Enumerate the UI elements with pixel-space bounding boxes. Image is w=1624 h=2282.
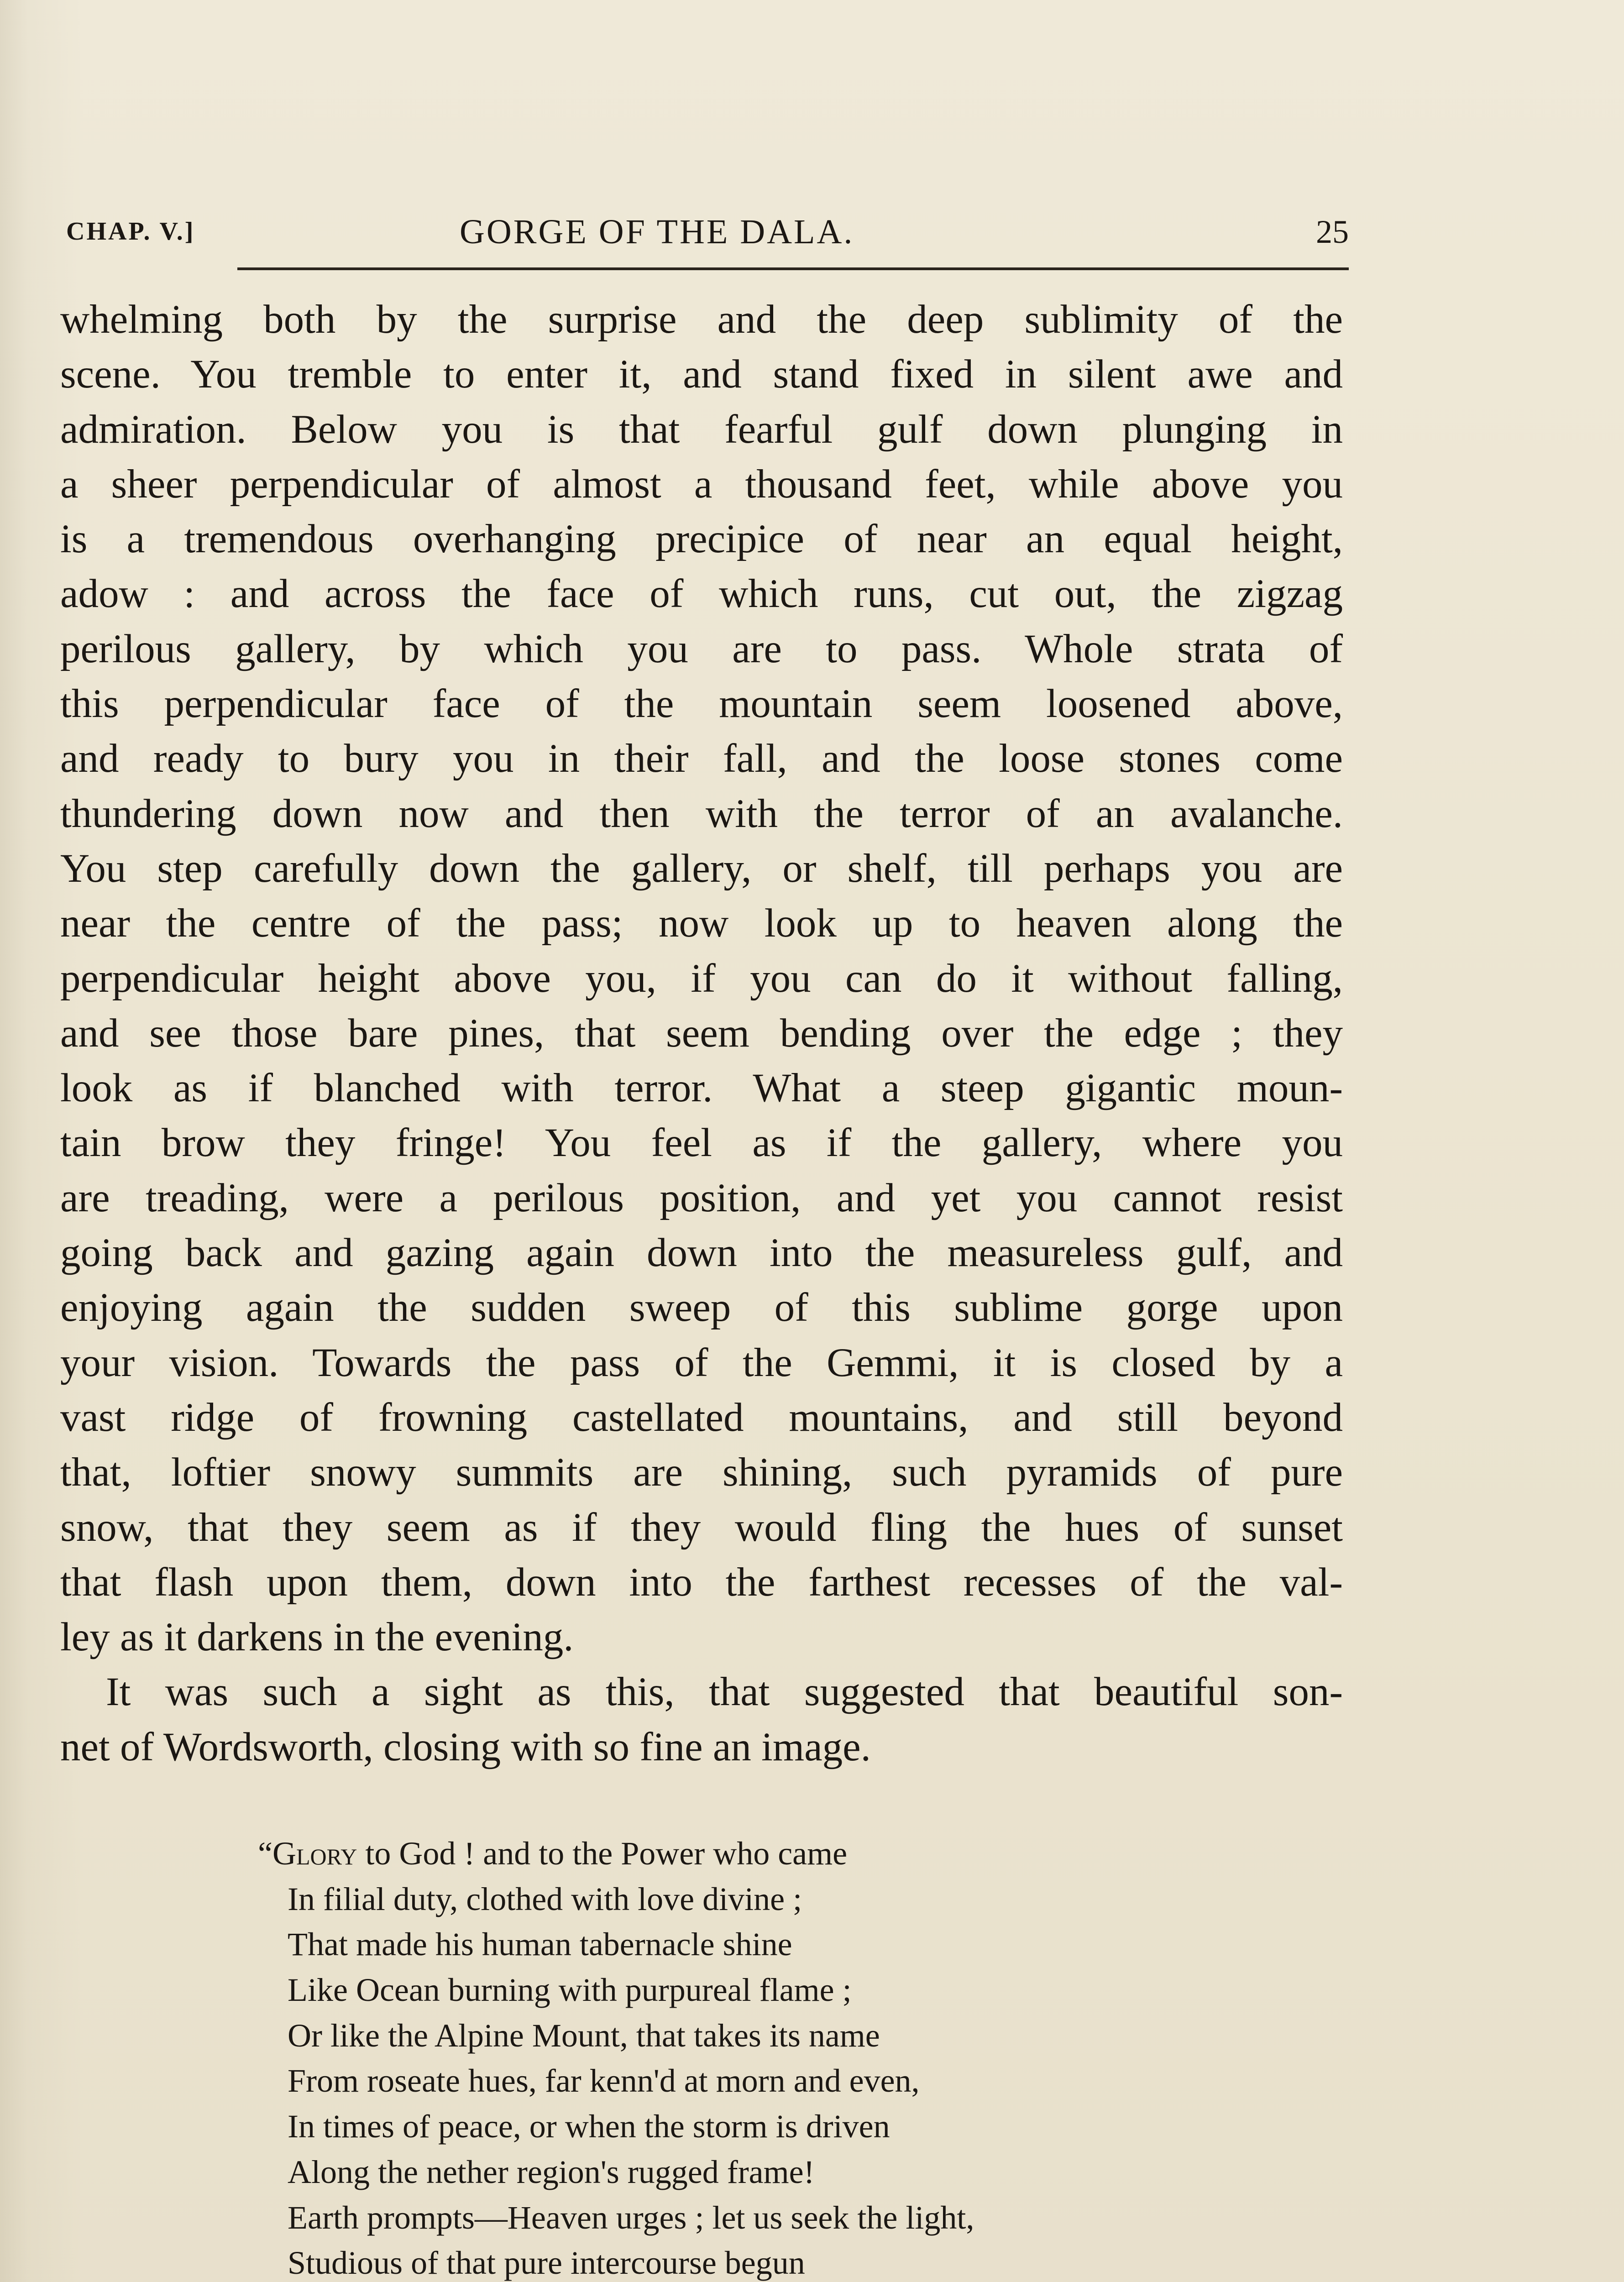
text-line: your vision. Towards the pass of the Gemmi, it is closed by a <box>60 1340 1343 1385</box>
open-quote: “ <box>258 1835 272 1872</box>
poem-line: From roseate hues, far kenn'd at morn and even, <box>288 2062 920 2099</box>
text-line: perpendicular height above you, if you can do it without falling, <box>60 956 1343 1001</box>
text-line: are treading, were a perilous position, and yet you cannot resist <box>60 1175 1343 1220</box>
text-line: adow : and across the face of which runs, cut out, the zigzag <box>60 571 1343 617</box>
text-line: enjoying again the sudden sweep of this sublime gorge upon <box>60 1285 1343 1330</box>
text-line: thundering down now and then with the terror of an avalanche. <box>60 791 1343 836</box>
poem-line: That made his human tabernacle shine <box>288 1926 792 1963</box>
paragraph-2 <box>60 1664 1343 1774</box>
text-line: admiration. Below you is that fearful gulf down plunging in <box>60 407 1343 452</box>
text-line: tain brow they fringe! You feel as if the gallery, where you <box>60 1120 1343 1166</box>
text-line: snow, that they seem as if they would fling the hues of sunset <box>60 1505 1343 1550</box>
header-rule <box>237 267 1349 270</box>
body-text <box>60 292 1343 1774</box>
poem-first-rest: to God ! and to the Power who came <box>357 1835 848 1872</box>
running-header <box>66 203 1349 267</box>
text-line: that, loftier snowy summits are shining, such pyramids of pure <box>60 1450 1343 1495</box>
text-line: and see those bare pines, that seem bending over the edge ; they <box>60 1010 1343 1056</box>
poem-line: Or like the Alpine Mount, that takes its name <box>288 2017 880 2054</box>
quoted-sonnet <box>258 1831 1262 2282</box>
text-line: and ready to bury you in their fall, and the loose stones come <box>60 736 1343 781</box>
chapter-label: CHAP. V.] <box>66 217 195 246</box>
text-line: scene. You tremble to enter it, and stand fixed in silent awe and <box>60 352 1343 397</box>
poem-line: Earth prompts—Heaven urges ; let us seek the light, <box>288 2199 974 2236</box>
text-line: that flash upon them, down into the farthest recesses of the val- <box>60 1560 1343 1605</box>
text-line: near the centre of the pass; now look up to heaven along the <box>60 901 1343 946</box>
poem-line: Studious of that pure intercourse begun <box>288 2245 805 2282</box>
text-line: ley as it darkens in the evening. <box>60 1615 574 1660</box>
text-line: vast ridge of frowning castellated mountains, and still beyond <box>60 1395 1343 1440</box>
text-line: You step carefully down the gallery, or shelf, till perhaps you are <box>60 846 1343 891</box>
poem-line-first <box>258 1831 1262 1877</box>
poem-line: Like Ocean burning with purpureal flame ; <box>288 1972 852 2009</box>
text-line: this perpendicular face of the mountain seem loosened above, <box>60 681 1343 727</box>
running-title: GORGE OF THE DALA. <box>460 213 854 251</box>
text-line: going back and gazing again down into the measureless gulf, and <box>60 1230 1343 1276</box>
poem-line: Along the nether region's rugged frame! <box>288 2153 815 2190</box>
poem-line: In filial duty, clothed with love divine ; <box>288 1880 802 1917</box>
page-number: 25 <box>1316 214 1349 250</box>
text-line: look as if blanched with terror. What a steep gigantic moun- <box>60 1066 1343 1111</box>
text-line: is a tremendous overhanging precipice of near an equal height, <box>60 517 1343 562</box>
text-line: perilous gallery, by which you are to pass. Whole strata of <box>60 626 1343 671</box>
poem-first-word: Glory <box>272 1835 357 1872</box>
paragraph-1 <box>60 292 1343 1664</box>
text-line: a sheer perpendicular of almost a thousand feet, while above you <box>60 461 1343 507</box>
poem-line: In times of peace, or when the storm is driven <box>288 2108 890 2145</box>
text-line: It was such a sight as this, that suggested that beautiful son- <box>106 1670 1343 1715</box>
text-line: net of Wordsworth, closing with so fine an image. <box>60 1724 871 1769</box>
text-line: whelming both by the surprise and the deep sublimity of the <box>60 297 1343 342</box>
